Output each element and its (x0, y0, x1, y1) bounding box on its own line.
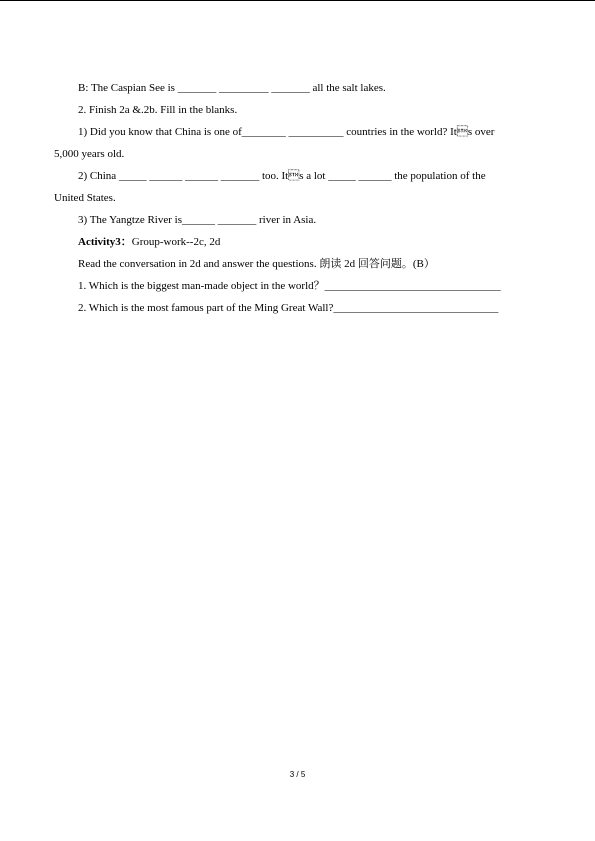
question-2: 2. Which is the most famous part of the Ming Great Wall?______________________________ (78, 302, 499, 314)
finish-2a-2b-heading: 2. Finish 2a &.2b. Fill in the blanks. (78, 104, 238, 116)
yangtze-river-line: 3) The Yangtze River is______ _______ river in Asia. (78, 214, 317, 226)
caspian-sea-line: B: The Caspian See is _______ _________ _______ all the salt lakes. (78, 82, 386, 94)
united-states-line: United States. (54, 192, 116, 204)
activity3-heading (78, 235, 542, 249)
instruction-line: Read the conversation in 2d and answer the questions. 朗读 2d 回答问题。(B） (78, 258, 435, 270)
page-top-border (0, 0, 595, 1)
activity3-label: Activity3： (78, 236, 132, 248)
activity3-text: Group-work--2c, 2d (131, 236, 221, 248)
question-1: 1. Which is the biggest man-made object in the world？________________________________ (78, 280, 501, 292)
china-countries-line: 1) Did you know that China is one of________ __________ countries in the world? Its over (78, 126, 495, 138)
page-number: 3 / 5 (289, 770, 306, 779)
china-population-line: 2) China _____ ______ ______ _______ too. Its a lot _____ ______ the population of the (78, 170, 486, 182)
china-years-line: 5,000 years old. (54, 148, 125, 160)
